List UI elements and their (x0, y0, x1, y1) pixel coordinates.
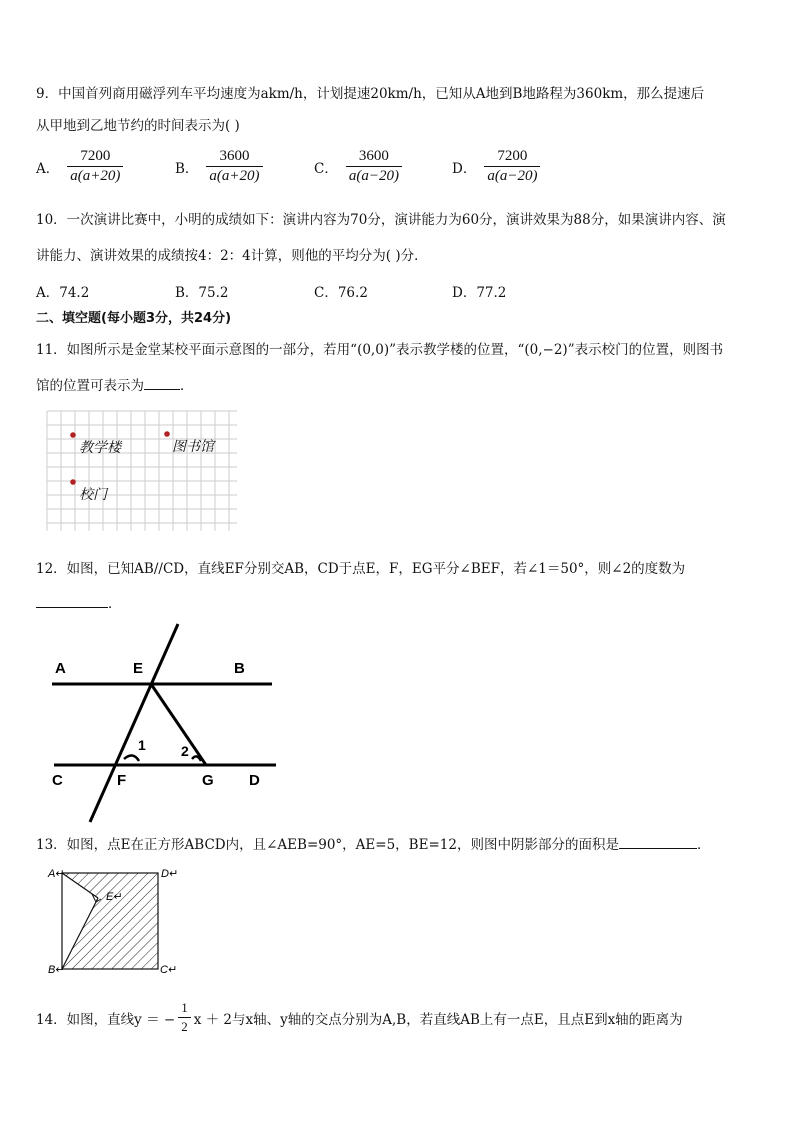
choice-text: 75.2 (198, 285, 229, 301)
angle-2-label: 2 (181, 743, 189, 759)
denominator: a(a−20) (346, 166, 402, 185)
q13-text: 13．如图，点E在正方形ABCD内，且∠AEB=90°，AE=5，BE=12，则图中阴影部分的面积是 (36, 837, 619, 853)
choice-text: 74.2 (59, 285, 90, 301)
q11-end: ． (180, 378, 194, 394)
q9-choice-b[interactable] (175, 148, 263, 185)
numerator: 3600 (219, 148, 250, 164)
q13-end: ． (696, 837, 711, 853)
choice-label: C． (314, 160, 338, 177)
teaching-building-label: 教学楼 (79, 439, 121, 455)
q9-choice-c[interactable] (314, 148, 402, 185)
library-point (164, 431, 170, 437)
fraction (346, 148, 402, 185)
fraction (484, 148, 540, 185)
label-a: A↵ (48, 868, 65, 880)
school-gate-label: 校门 (79, 486, 107, 502)
choice-label: C． (314, 285, 338, 301)
q10-line2: 讲能力、演讲效果的成绩按4：2：4计算，则他的平均分为( )分． (36, 248, 428, 264)
answer-blank[interactable] (144, 389, 180, 390)
q10-choice-c[interactable] (314, 281, 368, 301)
square-shaded-figure (40, 862, 190, 978)
school-gate-point (70, 479, 76, 485)
q14-suffix: x ＋ 2与x轴、y轴的交点分别为A,B，若直线AB上有一点E，且点E到x轴的距离为 (193, 1011, 683, 1028)
label-a: A (55, 660, 66, 677)
choice-text: 77.2 (476, 285, 507, 301)
choice-label: D． (452, 160, 477, 177)
q9-choice-d[interactable] (452, 148, 540, 185)
grid-lines (47, 411, 237, 531)
label-g: G (202, 772, 214, 789)
label-b: B (234, 660, 245, 677)
q11-line2 (36, 374, 194, 394)
teaching-building-point (70, 432, 76, 438)
fraction (206, 148, 262, 185)
label-e: E (133, 660, 144, 677)
label-f: F (117, 772, 127, 789)
denominator: a(a+20) (67, 166, 123, 185)
denominator: a(a−20) (484, 166, 540, 185)
q11-line2-text: 馆的位置可表示为 (36, 378, 144, 394)
q9-line1: 9．中国首列商用磁浮列车平均速度为akm/h，计划提速20km/h，已知从A地到B地路程为360km，那么提速后 (36, 86, 705, 102)
answer-blank[interactable] (36, 607, 108, 608)
library-label: 图书馆 (172, 438, 214, 454)
q12-end: ． (108, 596, 122, 612)
q14-prefix: 14．如图，直线y ＝ − (36, 1011, 176, 1028)
q10-choice-a[interactable] (36, 281, 89, 301)
q10-line1: 10．一次演讲比赛中，小明的成绩如下：演讲内容为70分，演讲能力为60分，演讲效果为88分，如果演讲内容、演 (36, 212, 726, 228)
campus-grid-figure (44, 408, 240, 534)
label-b: B↵ (48, 964, 65, 976)
choice-label: A． (36, 285, 60, 301)
choice-label: B． (175, 160, 199, 177)
numerator: 7200 (80, 148, 111, 164)
denominator: 2 (178, 1017, 191, 1035)
section-heading: 二、填空题(每小题3分，共24分) (36, 311, 232, 326)
line-ef (90, 624, 178, 822)
angle-1-arc (124, 755, 139, 761)
fraction (178, 1000, 191, 1035)
answer-blank[interactable] (619, 848, 697, 849)
q12-line2 (36, 592, 122, 612)
q9-line2: 从甲地到乙地节约的时间表示为( ) (36, 118, 240, 134)
choice-label: D． (452, 285, 477, 301)
parallel-lines-figure (40, 620, 290, 825)
choice-label: B． (175, 285, 199, 301)
numerator: 7200 (497, 148, 528, 164)
q12-line1: 12．如图，已知AB//CD，直线EF分别交AB，CD于点E，F，EG平分∠BEF，若∠1＝50°，则∠2的度数为 (36, 561, 686, 577)
label-d: D↵ (161, 868, 179, 880)
denominator: a(a+20) (206, 166, 262, 185)
q11-line1: 11．如图所示是金堂某校平面示意图的一部分，若用“(0,0)”表示教学楼的位置，“(0,−2)”表示校门的位置，则图书 (36, 342, 724, 358)
q10-choice-b[interactable] (175, 281, 228, 301)
numerator: 3600 (358, 148, 389, 164)
q10-choice-d[interactable] (452, 281, 506, 301)
q14-line1 (36, 1000, 683, 1035)
angle-1-label: 1 (138, 737, 146, 753)
numerator: 1 (181, 1000, 188, 1015)
label-c: C↵ (160, 964, 178, 976)
label-c: C (52, 772, 63, 789)
choice-label: A． (36, 160, 60, 177)
label-d: D (249, 772, 260, 789)
line-eg (151, 684, 206, 765)
choice-text: 76.2 (337, 285, 368, 301)
q9-choice-a[interactable] (36, 148, 123, 185)
angle-2-arc (192, 756, 201, 761)
label-e: E↵ (106, 891, 123, 903)
fraction (67, 148, 123, 185)
q13-line1 (36, 833, 710, 853)
